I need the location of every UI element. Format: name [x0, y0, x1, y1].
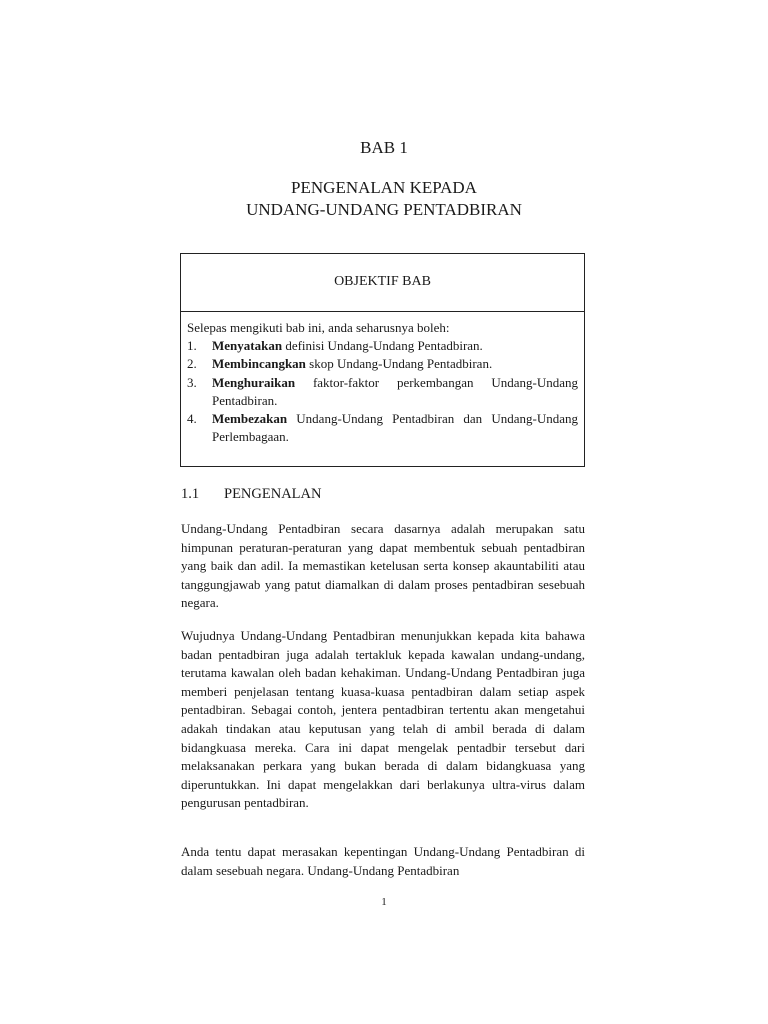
objective-verb: Menghuraikan: [212, 374, 296, 390]
section-title: PENGENALAN: [224, 486, 322, 502]
paragraph-1: Undang-Undang Pentadbiran secara dasarnya adalah merupakan satu himpunan peraturan-peraturan yang dapat membentuk sebuah pentadbiran yang baik dan adil. Ia memastikan ketelusan serta konsep akauntabiliti atau tanggungjawab yang patut diamalkan di dalam proses pentadbiran sesebuah negara.: [181, 521, 585, 611]
chapter-number: BAB 1: [360, 138, 408, 157]
page-number: 1: [381, 896, 387, 908]
objective-verb: Membezakan: [212, 411, 288, 427]
objective-verb: Membincangkan: [212, 356, 306, 372]
chapter-title-line-2: UNDANG-UNDANG PENTADBIRAN: [246, 200, 522, 219]
objective-item-3: [187, 374, 578, 410]
objective-verb: Menyatakan: [212, 338, 283, 354]
objective-item-4: [187, 410, 578, 446]
objective-text: [212, 410, 578, 446]
chapter-title: [0, 177, 768, 221]
objective-number: 1.: [187, 338, 197, 354]
objective-number: 3.: [187, 374, 197, 390]
objective-text: [212, 355, 578, 373]
objectives-list: [187, 337, 578, 446]
objective-rest: skop Undang-Undang Pentadbiran.: [305, 356, 493, 372]
objective-rest: Undang-Undang Pentadbiran dan Undang-Undang Perlembagaan.: [212, 411, 578, 445]
objectives-heading: OBJEKTIF BAB: [181, 254, 584, 312]
paragraph-3: Anda tentu dapat merasakan kepentingan Undang-Undang Pentadbiran di dalam sesebuah negara. Undang-Undang Pentadbiran: [181, 844, 585, 878]
objective-rest: definisi Undang-Undang Pentadbiran.: [282, 338, 483, 354]
objectives-body: [181, 312, 584, 446]
objective-text: [212, 374, 578, 410]
paragraph-2: Wujudnya Undang-Undang Pentadbiran menunjukkan kepada kita bahawa badan pentadbiran juga adalah tertakluk kepada kawalan undang-undang, terutama kawalan oleh badan kehakiman. Undang-Undang Pentadbiran juga memberi penjelasan tentang kuasa-kuasa pentadbiran dalam setiap aspek pentadbiran. Sebagai contoh, jentera pentadbiran tertentu akan mengetahui adakah tindakan atau keputusan yang telah di ambil berada di dalam bidangkuasa mereka. Cara ini dapat mengelak pentadbir tersebut dari melaksanakan perkara yang bukan berada di dalam bidangkuasa yang diperuntukkan. Ini dapat mengelakkan dari berlakunya ultra-virus dalam pengurusan pentadbiran.: [181, 628, 585, 811]
section-heading: [181, 486, 321, 503]
objective-rest: faktor-faktor perkembangan Undang-Undang Pentadbiran.: [212, 374, 578, 408]
objective-number: 2.: [187, 356, 197, 372]
section-number: 1.1: [181, 486, 200, 502]
objective-item-2: [187, 355, 578, 373]
objectives-box: [180, 253, 585, 467]
objective-item-1: [187, 337, 578, 355]
objective-number: 4.: [187, 411, 197, 427]
objectives-intro: Selepas mengikuti bab ini, anda seharusnya boleh:: [187, 320, 450, 335]
objective-text: [212, 337, 578, 355]
chapter-title-line-1: PENGENALAN KEPADA: [291, 178, 477, 197]
